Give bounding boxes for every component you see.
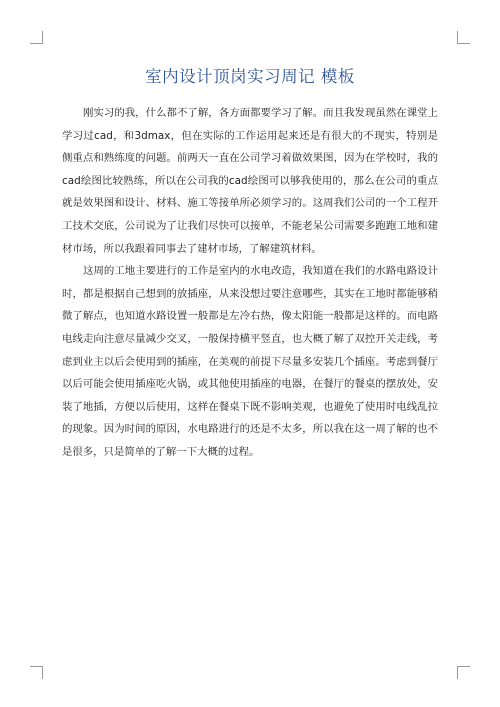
crop-mark-bottom-left	[30, 666, 43, 679]
document-title: 室内设计顶岗实习周记 模板	[145, 67, 355, 86]
document-body	[62, 102, 438, 464]
crop-mark-top-left	[30, 31, 43, 44]
paragraph-2: 这周的工地主要进行的工作是室内的水电改造，我知道在我们的水路电路设计时，都是根据自己想到的放插座，从来没想过要注意哪些，其实在工地时都能够稍微了解点，也知道水路设置一般都是左冷右热，像太阳能一般都是这样的。而电路电线走向注意尽量减少交叉，一般保持横平竖直，也大概了解了双控开关走线，考虑到业主以后会使用到的插座，在美观的前提下尽量多安装几个插座。考虑到餐厅以后可能会使用插座吃火锅，或其他使用插座的电器，在餐厅的餐桌的摆放处，安装了地插，方便以后使用，这样在餐桌下既不影响美观，也避免了使用时电线乱拉的现象。因为时间的原因，水电路进行的还是不太多，所以我在这一周了解的也不是很多，只是简单的了解一下大概的过程。	[62, 265, 438, 458]
paragraph-1: 刚实习的我，什么都不了解，各方面都要学习了解。而且我发现虽然在课堂上学习过cad，和3dmax，但在实际的工作运用起来还是有很大的不现实，特别是侧重点和熟练度的问题。前两天一直在公司学习着做效果图，因为在学校时，我的cad绘图比较熟练，所以在公司我的cad绘图可以够我使用的，那么在公司的重点就是效果图和设计、材料、施工等接单所必须学习的。这周我们公司的一个工程开工技术交底，公司说为了让我们尽快可以接单，不能老呆公司需要多跑跑工地和建材市场，所以我跟着同事去了建材市场，了解建筑材料。	[62, 107, 438, 255]
crop-mark-top-right	[457, 31, 470, 44]
crop-mark-bottom-right	[457, 666, 470, 679]
